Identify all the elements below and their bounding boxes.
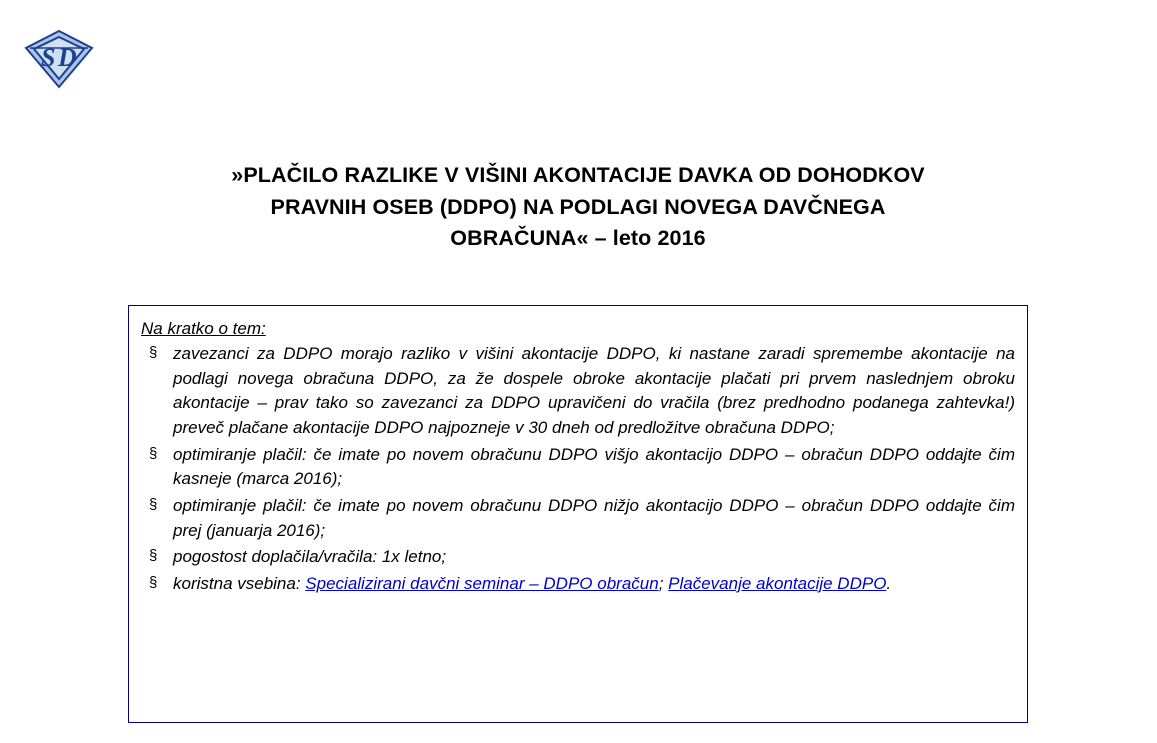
list-item-prefix: koristna vsebina: bbox=[173, 573, 306, 593]
bullet-marker-icon: § bbox=[149, 547, 158, 565]
list-item-text: optimiranje plačil: če imate po novem obračunu DDPO nižjo akontacijo DDPO – obračun DDPO oddajte čim prej (januarja 2016); bbox=[173, 495, 1015, 540]
list-item bbox=[139, 545, 1015, 570]
box-heading: Na kratko o tem: bbox=[141, 319, 266, 338]
page-title bbox=[118, 160, 1038, 255]
link-separator: ; bbox=[658, 573, 669, 593]
title-line-2: PRAVNIH OSEB (DDPO) NA PODLAGI NOVEGA DAVČNEGA bbox=[270, 194, 886, 219]
bullet-marker-icon: § bbox=[149, 573, 158, 591]
list-item bbox=[139, 443, 1015, 492]
svg-text:D: D bbox=[58, 43, 77, 72]
bullet-marker-icon: § bbox=[149, 344, 158, 362]
list-item bbox=[139, 342, 1015, 441]
title-line-3: OBRAČUNA« – leto 2016 bbox=[450, 226, 706, 251]
content-box bbox=[128, 305, 1028, 723]
sd-logo bbox=[22, 28, 96, 90]
link-placevanje-akontacije[interactable]: Plačevanje akontacije DDPO bbox=[668, 573, 887, 593]
list-item-text: zavezanci za DDPO morajo razliko v višini akontacije DDPO, ki nastane zaradi spremembe akontacije na podlagi novega obračuna DDPO, za že dospele obroke akontacije plačati pri prvem naslednjem obroku akontacije – prav tako so zavezanci za DDPO upravičeni do vračila (brez predhodno podanega zahtevka!) preveč plačane akontacije DDPO najpozneje v 30 dneh od predložitve obračuna DDPO; bbox=[173, 344, 1015, 438]
list-item-text: optimiranje plačil: če imate po novem obračunu DDPO višjo akontacijo DDPO – obračun DDPO oddajte čim kasneje (marca 2016); bbox=[173, 444, 1015, 489]
list-item-text: pogostost doplačila/vračila: 1x letno; bbox=[173, 547, 447, 567]
list-item-links bbox=[139, 572, 1015, 597]
bullet-marker-icon: § bbox=[149, 495, 158, 513]
link-specializirani-seminar[interactable]: Specializirani davčni seminar – DDPO obračun bbox=[305, 573, 659, 593]
bullet-marker-icon: § bbox=[149, 444, 158, 462]
bullet-list bbox=[139, 342, 1015, 596]
list-item-suffix: . bbox=[886, 573, 892, 593]
list-item bbox=[139, 494, 1015, 543]
svg-text:S: S bbox=[41, 43, 56, 72]
title-line-1: »PLAČILO RAZLIKE V VIŠINI AKONTACIJE DAVKA OD DOHODKOV bbox=[231, 163, 925, 187]
